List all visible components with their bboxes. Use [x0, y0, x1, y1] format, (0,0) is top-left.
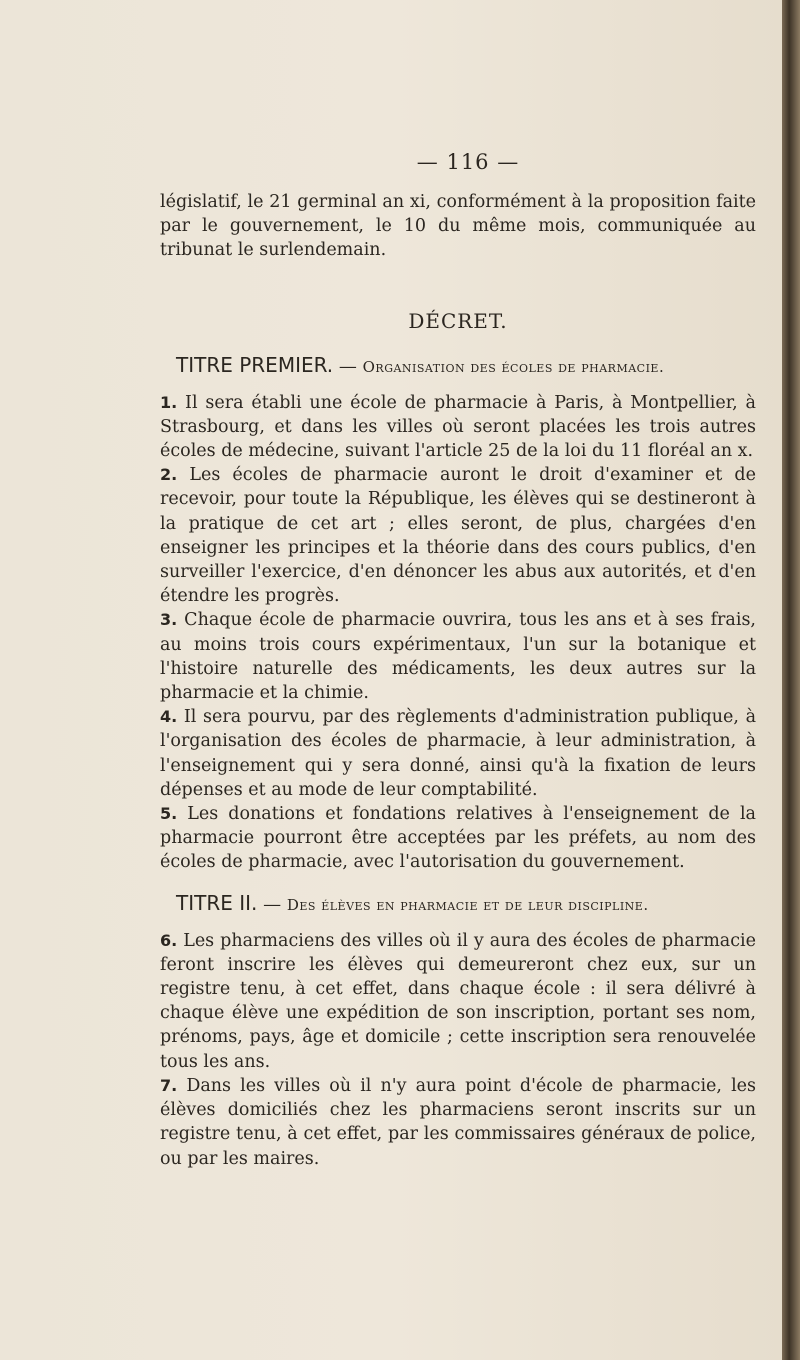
article-number: 3.	[160, 610, 178, 630]
article-text: Chaque école de pharmacie ouvrira, tous les ans et à ses frais, au moins trois cours expérimentaux, l'un sur la botanique et l'histoire naturelle des médicaments, les deux autres sur la pharmacie et la chimie.	[160, 610, 756, 704]
article-4	[160, 705, 756, 802]
page-number: — 116 —	[416, 150, 520, 174]
article-text: Dans les villes où il n'y aura point d'école de pharmacie, les élèves domiciliés chez les pharmaciens seront inscrits sur un registre tenu, à cet effet, par les commissaires généraux de police, ou par les maires.	[160, 1075, 756, 1169]
titre-premier-subtitle: Organisation des écoles de pharmacie.	[362, 357, 665, 376]
article-number: 2.	[160, 465, 178, 485]
titre-premier-heading	[176, 353, 756, 377]
article-text: Les donations et fondations relatives à l'enseignement de la pharmacie pourront être acceptées par les préfets, au nom des écoles de pharmacie, avec l'autorisation du gouvernement.	[160, 804, 756, 873]
article-text: Les écoles de pharmacie auront le droit d'examiner et de recevoir, pour toute la République, les élèves qui se destineront à la pratique de cet art ; elles seront, de plus, chargées d'en enseigner les principes et la théorie dans des cours publics, d'en surveiller l'exercice, d'en dénoncer les abus aux autorités, et d'en étendre les progrès.	[160, 465, 756, 607]
article-5	[160, 802, 756, 875]
article-number: 4.	[160, 707, 178, 727]
page-content	[160, 150, 756, 1171]
article-3	[160, 608, 756, 705]
article-number: 1.	[160, 392, 178, 412]
article-7	[160, 1074, 756, 1171]
article-1	[160, 391, 756, 464]
book-binding-edge	[782, 0, 800, 1360]
article-6	[160, 929, 756, 1074]
titre-ii-label: TITRE II.	[176, 890, 258, 915]
decret-heading: DÉCRET.	[408, 308, 508, 333]
article-number: 7.	[160, 1075, 178, 1095]
article-number: 5.	[160, 804, 178, 824]
titre-premier-separator: —	[333, 355, 363, 377]
article-text: Il sera établi une école de pharmacie à Paris, à Montpellier, à Strasbourg, et dans les villes où seront placées les trois autres écoles de médecine, suivant l'article 25 de la loi du 11 floréal an x.	[160, 392, 756, 462]
titre-ii-separator: —	[257, 893, 287, 915]
article-text: Il sera pourvu, par des règlements d'administration publique, à l'organisation des écoles de pharmacie, à leur administration, à l'enseignement qui y sera donné, ainsi qu'à la fixation de leurs dépenses et au mode de leur comptabilité.	[160, 707, 756, 800]
titre-ii-subtitle: Des élèves en pharmacie et de leur discipline.	[286, 895, 649, 914]
article-2	[160, 463, 756, 608]
titre-ii-heading	[176, 891, 756, 915]
article-text: Les pharmaciens des villes où il y aura des écoles de pharmacie feront inscrire les élèves qui demeureront chez eux, sur un registre tenu, à cet effet, dans chaque école : il sera délivré à chaque élève une expédition de son inscription, portant ses nom, prénoms, pays, âge et domicile ; cette inscription sera renouvelée tous les ans.	[160, 930, 756, 1072]
intro-paragraph: législatif, le 21 germinal an xi, conformément à la proposition faite par le gouvernement, le 10 du même mois, communiquée au tribunat le surlendemain.	[160, 192, 756, 261]
titre-premier-label: TITRE PREMIER.	[176, 352, 334, 377]
article-number: 6.	[160, 930, 178, 950]
